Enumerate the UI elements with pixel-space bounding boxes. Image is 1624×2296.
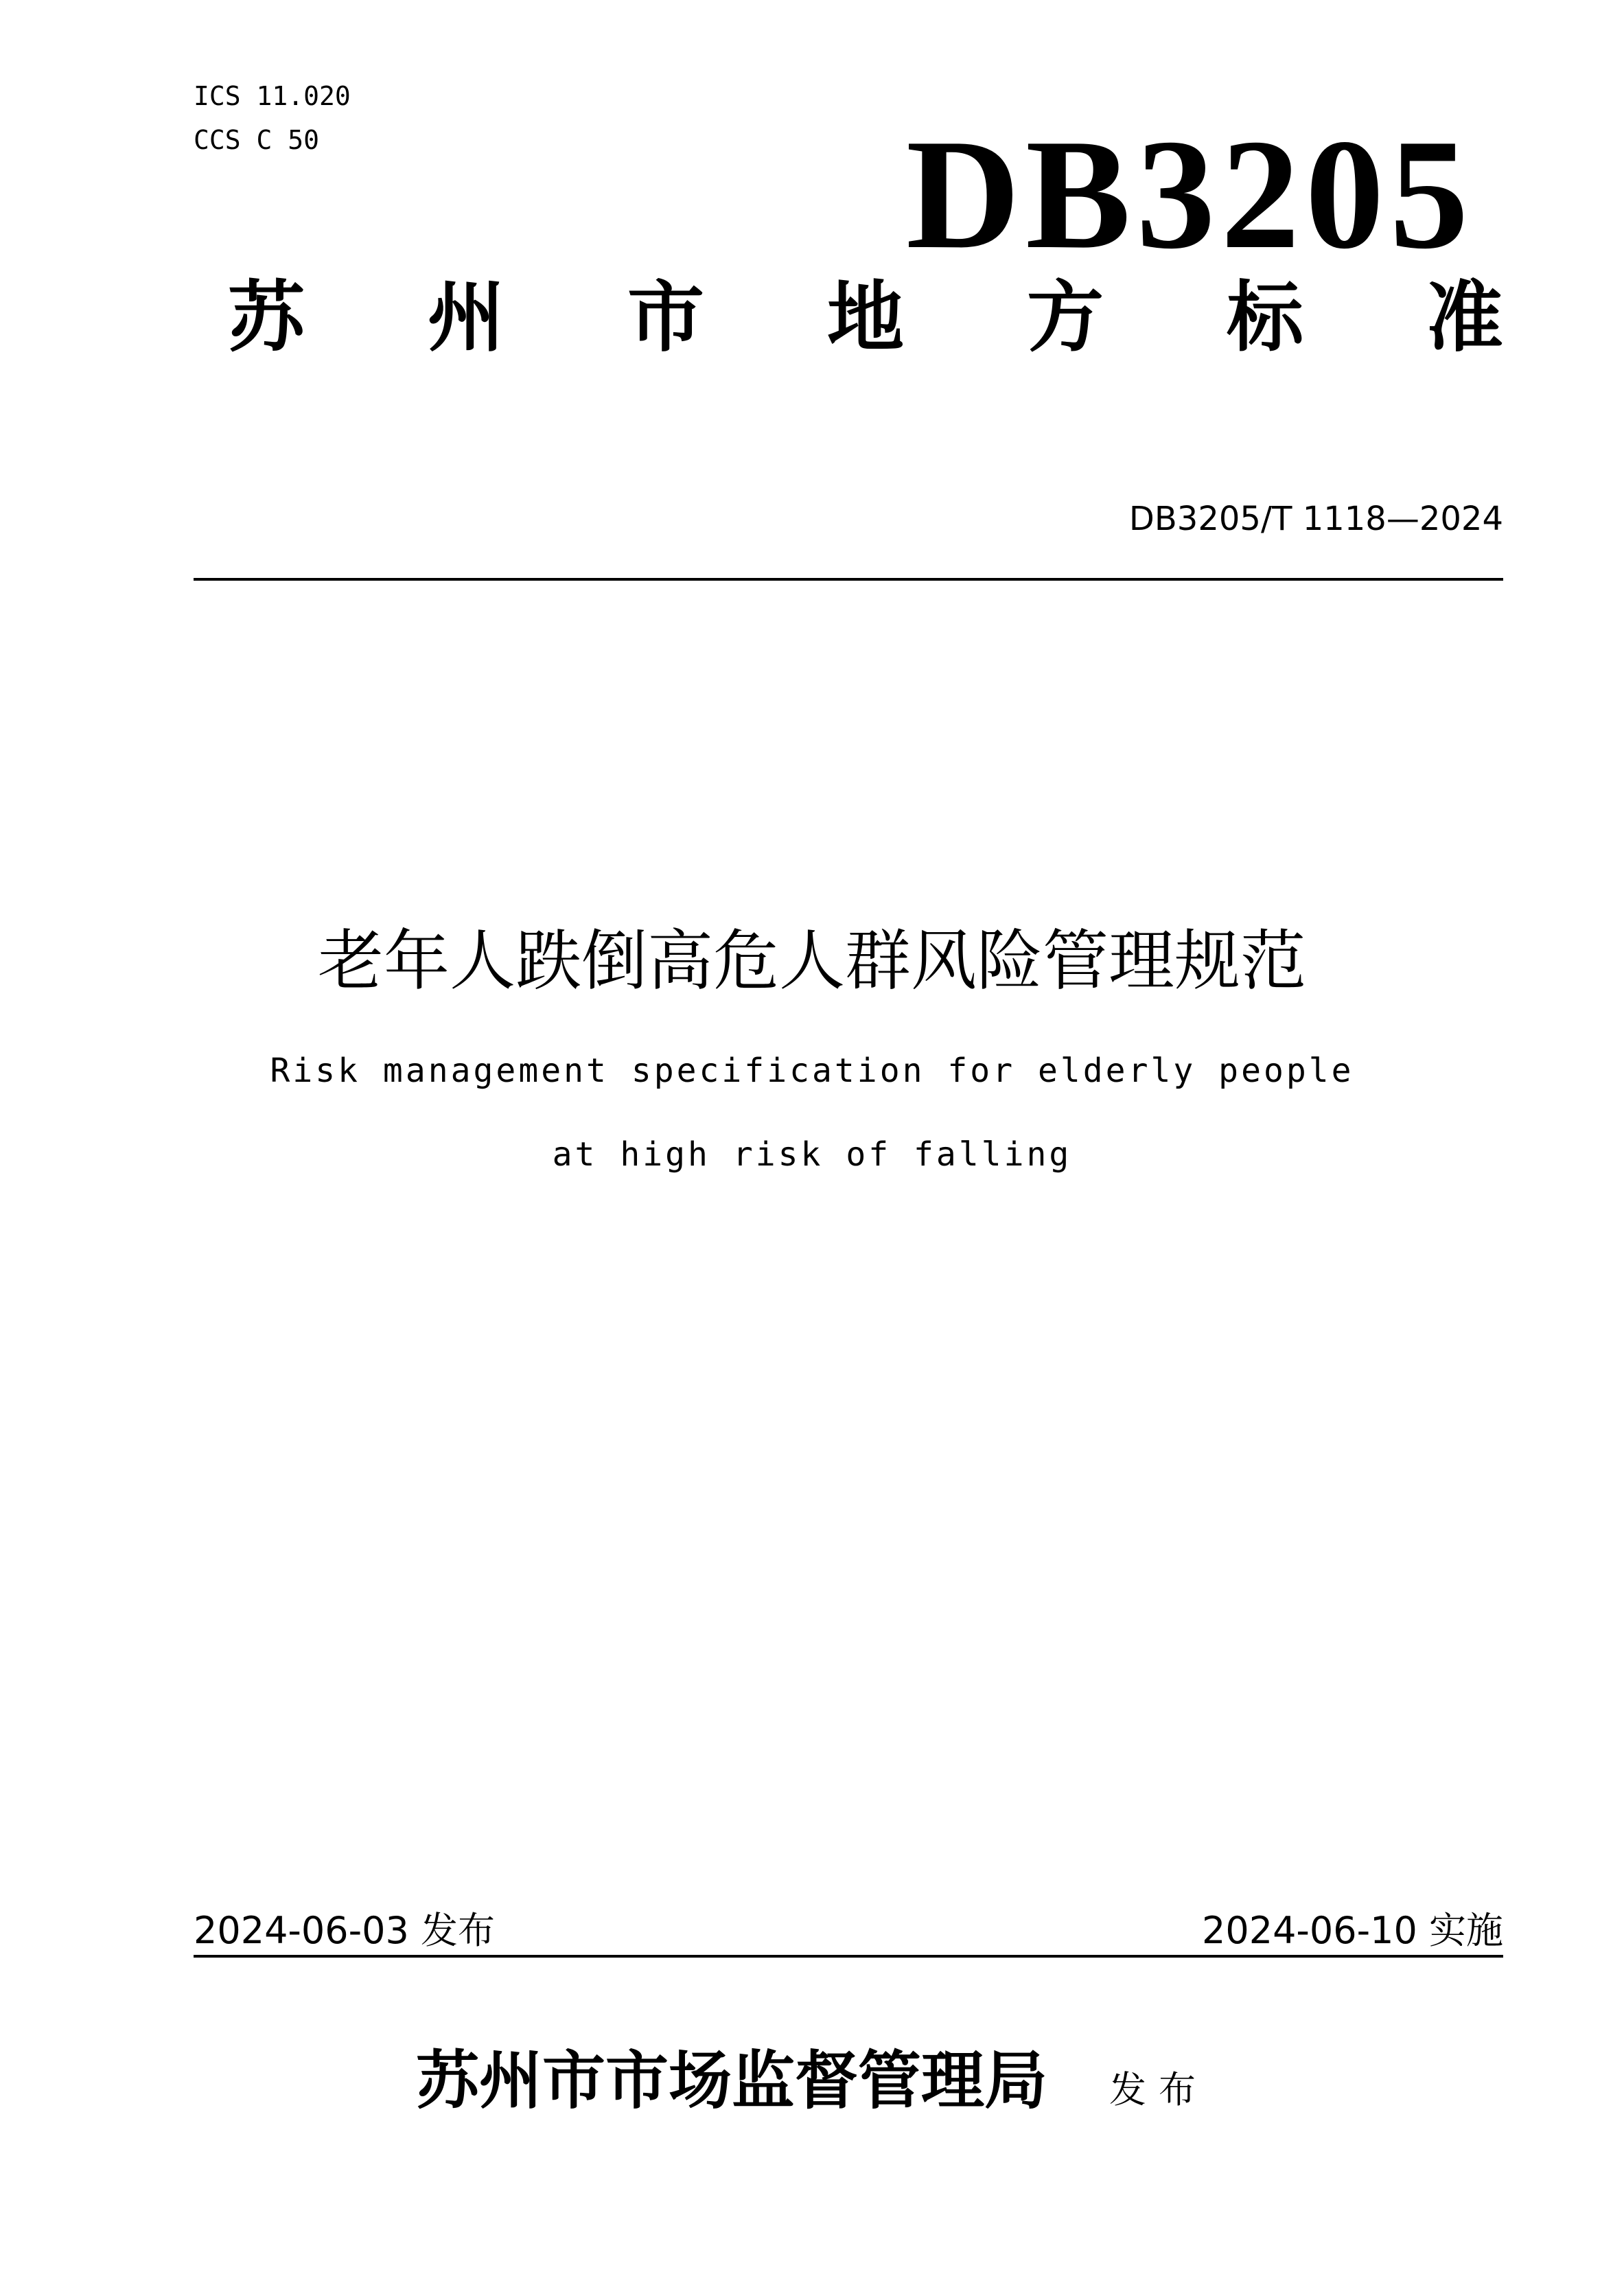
divider-top	[194, 578, 1503, 581]
document-title-english-line1: Risk management specification for elderly people	[270, 1052, 1354, 1090]
db-code-logo: DB3205	[906, 106, 1474, 281]
category-char: 州	[428, 276, 504, 361]
standard-category	[228, 276, 1503, 361]
ics-code: ICS 11.020	[194, 81, 351, 111]
issue-date: 2024-06-03 发布	[194, 1909, 495, 1952]
publisher	[0, 2030, 1624, 2121]
category-char: 标	[1227, 276, 1303, 361]
category-char: 市	[627, 276, 704, 361]
ccs-code: CCS C 50	[194, 125, 320, 155]
category-char: 苏	[228, 276, 305, 361]
publisher-action: 发布	[1109, 2068, 1208, 2111]
category-char: 地	[827, 276, 904, 361]
document-title-chinese: 老年人跌倒高危人群风险管理规范	[318, 923, 1306, 999]
divider-bottom	[194, 1955, 1503, 1958]
publisher-name: 苏州市市场监督管理局	[415, 2046, 1047, 2116]
category-char: 方	[1027, 276, 1104, 361]
category-char: 准	[1426, 276, 1503, 361]
document-title-english-line2: at high risk of falling	[552, 1135, 1072, 1174]
standard-number: DB3205/T 1118—2024	[1128, 500, 1503, 538]
implementation-date: 2024-06-10 实施	[1202, 1909, 1503, 1952]
